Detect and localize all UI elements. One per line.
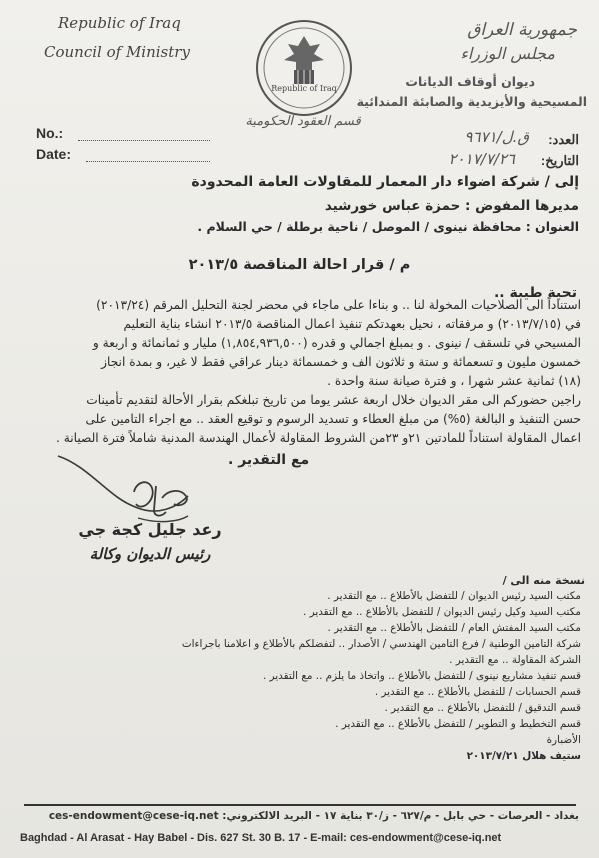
header-right-line2: مجلس الوزراء [460,44,555,63]
greeting: تحية طيبة .. [493,285,577,301]
cc-item: مكتب السيد رئيس الديوان / للتفضل بالأطلاع .. مع التقدير . [327,590,581,602]
no-line [78,140,210,141]
signatory-name: رعد جليل كجة جي [78,520,222,539]
header-left-line1: Republic of Iraq [58,14,181,32]
body-line: خمسون مليون و تسعمائة و ستة و ثلاثون الف و خمسمائة دينار عراقي فقط لا غير، و بمدة انجاز [101,355,581,369]
addressee-address: العنوان : محافظة نينوى / الموصل / ناحية برطلة / حي السلام . [197,219,579,234]
body-line: حسن التنفيذ و البالغة (٥%) من مبلغ العطاء و تسديد الرسوم و توقيع العقد .. مع اجراء التامين على [85,412,581,426]
cc-item: شركة التامين الوطنية / فرع التامين الهندسي / الأصدار .. لتفضلكم بالأطلاع و اعلامنا باجراءات [181,638,581,650]
department-label: قسم العقود الحكومية [245,114,361,129]
cc-title: نسخة منه الى / [502,574,585,587]
body-line: اعمال المقاولة استناداً للمادتين ٢١و ٢٣من الشروط المقاولة لأعمال الهندسة المدنية شاملاً فترة الصيانة . [55,431,581,445]
addressee-manager: مديرها المفوض : حمزة عباس خورشيد [324,198,579,214]
addressee-to: إلى / شركة اضواء دار المعمار للمقاولات العامة المحدودة [191,174,579,190]
cc-item: قسم التدقيق / للتفضل بالأطلاع .. مع التقدير . [384,702,581,714]
header-right-line1: جمهورية العراق [467,20,577,40]
closing: مع التقدير . [228,452,310,468]
cc-item: قسم الحسابات / للتفضل بالأطلاع .. مع التقدير . [374,686,581,698]
date-label: Date: [36,146,72,162]
body-line: راجين حضوركم الى مقر الديوان خلال اربعة عشر يوما من تاريخ تبلغكم بقرار الأحالة لتقديم تأمينات [86,393,581,407]
footer-english: Baghdad - Al Arasat - Hay Babel - Dis. 627 St. 30 B. 17 - E-mail: ces-endowment@cese-iq.net [20,832,502,844]
seal-caption: Republic of Iraq [271,84,337,93]
signatory-title: رئيس الديوان وكالة [89,545,211,563]
footer-arabic: بغداد - العرصات - حي بابل - م/٦٢٧ - ز/٣٠ بناية ١٧ - البريد الالكتروني: ces-endowment@cese-iq.net [48,810,579,822]
cc-item: مكتب السيد المفتش العام / للتفضل بالأطلاع .. مع التقدير . [327,622,581,634]
number-label-ar: العدد: [548,132,579,147]
date-label-ar: التاريخ: [540,153,579,168]
footer-rule [24,804,576,806]
date-line [86,161,210,162]
subject-line: م / قرار احالة المناقصة ٢٠١٣/٥ [188,257,411,273]
body-line: في (٢٠١٣/٧/١٥) و مرفقاته ، نحيل بعهدتكم تنفيذ اعمال المناقصة ٢٠١٣/٥ انشاء بناية التعليم [123,317,581,331]
cc-item: قسم تنفيذ مشاريع نينوى / للتفضل بالأطلاع .. واتخاذ ما يلزم .. مع التقدير . [262,670,581,682]
date-value: ٢٠١٧/٧/٢٦ [448,150,515,168]
cc-item: الشركة المقاولة .. مع التقدير . [449,654,581,666]
number-value: ق.ل/٩٦٧١ [464,128,529,146]
body-line: (١٨) ثمانية عشر شهرا ، و فترة صيانة سنة واحدة . [327,374,581,388]
body-line: المسيحي في تلسقف / نينوى . و بمبلغ اجمالي و قدره (١,٨٥٤,٩٣٦,٥٠٠) مليار و ثمانمائة و اربعة و [92,336,581,350]
cc-item: الأضبارة [546,734,581,746]
header-right-line4: المسيحية والأيزيدية والصابئة المندائية [356,94,587,109]
cc-item: قسم التخطيط و التطوير / للتفضل بالأطلاع .. مع التقدير . [335,718,581,730]
header-left-line2: Council of Ministry [44,43,190,61]
header-right-line3: ديوان أوقاف الديانات [405,74,535,89]
republic-seal-icon [252,18,356,118]
cc-initials: ستيف هلال ٢٠١٣/٧/٢١ [466,750,581,762]
no-label: No.: [36,125,64,141]
body-line: استناداً الى الصلاحيات المخولة لنا .. و بناءا على ماجاء في محضر لجنة التحليل المرقم (٢٠١٣/٢٤) [96,298,581,312]
cc-item: مكتب السيد وكيل رئيس الديوان / للتفضل بالأطلاع .. مع التقدير . [303,606,581,618]
